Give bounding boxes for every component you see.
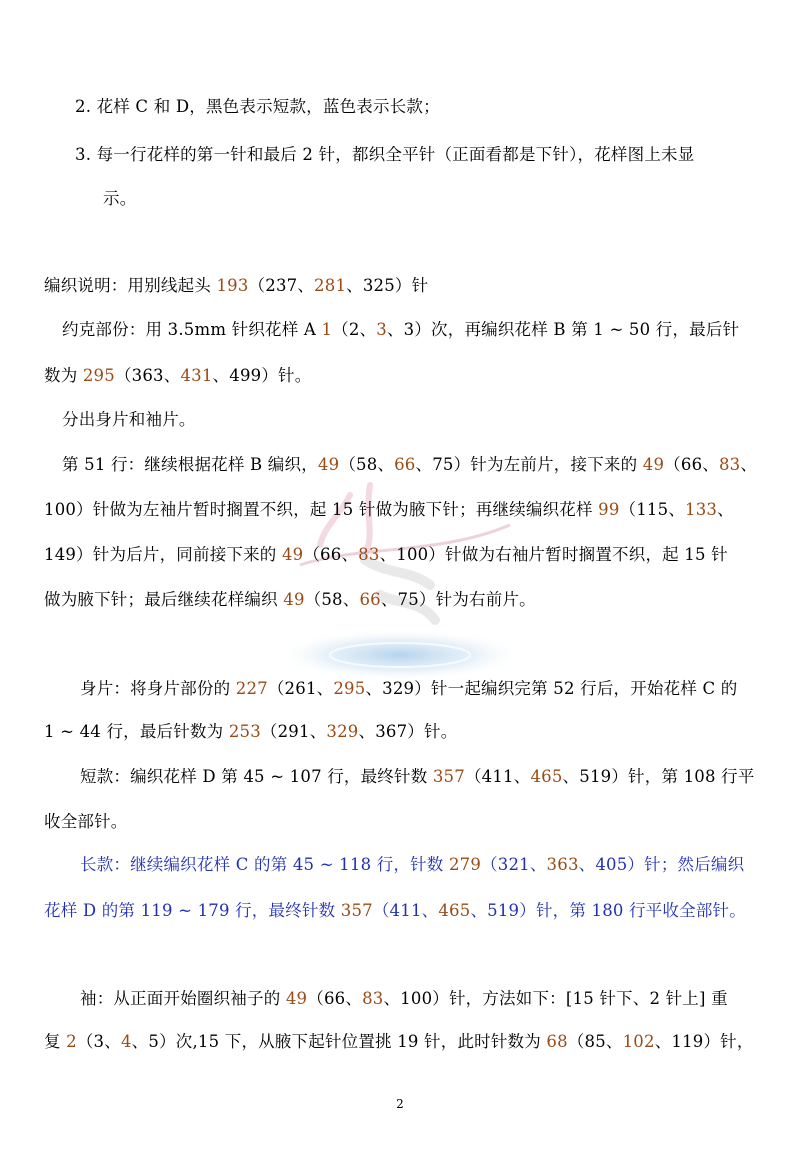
intro-label: 编织说明：用别线起头 [44, 276, 217, 295]
text-segment: （261、 [267, 679, 334, 698]
text-segment: 1 ~ 44 行，最后针数为 [44, 722, 229, 741]
text-segment: （66、 [303, 545, 359, 564]
stitch-count: 49 [285, 989, 308, 1008]
water-drop-watermark [270, 455, 530, 695]
text-segment: 、519）针，第 108 行平 [562, 767, 755, 786]
repeat-count: 1 [321, 320, 333, 339]
text-segment: 做为腋下针；最后继续花样编织 [44, 590, 284, 609]
row51-line2 [44, 498, 734, 522]
text-segment: 、75）针为左前片，接下来的 [415, 455, 643, 474]
stitch-count: 102 [622, 1032, 655, 1051]
split-line: 分出身片和袖片。 [62, 410, 196, 429]
stitch-count: 295 [82, 366, 115, 385]
stitch-count: 83 [362, 989, 384, 1008]
stitch-count: 99 [598, 500, 620, 519]
body-line2 [44, 720, 457, 744]
stitch-count: 431 [180, 366, 213, 385]
text-segment: （66、 [664, 455, 719, 474]
text-segment: 复 [44, 1032, 67, 1051]
note-item-3-line1: 3. 每一行花样的第一针和最后 2 针，都织全平针（正面看都是下针），花样图上未显 [75, 145, 695, 164]
short-line1 [80, 765, 755, 789]
text-segment: 袖：从正面开始圈织袖子的 [80, 989, 286, 1008]
stitch-count: 49 [283, 590, 305, 609]
repeat-count: 2 [66, 1032, 77, 1051]
long-line1 [80, 853, 744, 877]
text-segment: （321、 [481, 855, 547, 874]
text-segment: 、367）针。 [358, 722, 458, 741]
stitch-count: 133 [685, 500, 718, 519]
text-segment: 、5）次,15 下，从腋下起针位置挑 19 针，此时针数为 [131, 1032, 547, 1051]
text-segment: 、325）针 [346, 276, 429, 295]
stitch-count: 253 [228, 722, 261, 741]
text-segment: （66、 [307, 989, 363, 1008]
stitch-count: 279 [448, 855, 482, 874]
stitch-count: 281 [314, 276, 347, 295]
stitch-count: 49 [281, 545, 304, 564]
stitch-count: 357 [432, 767, 465, 786]
text-segment: 149）针为后片，同前接下来的 [44, 545, 282, 564]
text-segment: 、75）针为右前片。 [380, 590, 536, 609]
text-segment: 、329）针一起编织完第 52 行后，开始花样 C 的 [365, 679, 738, 698]
stitch-count: 227 [235, 679, 268, 698]
intro-line [44, 274, 428, 298]
text-segment: 花样 D 的第 119 ~ 179 行，最终针数 [44, 901, 341, 920]
sleeve-line1 [80, 987, 728, 1011]
stitch-count: 363 [546, 855, 579, 874]
repeat-count: 4 [120, 1032, 132, 1051]
text-segment: 长款：继续编织花样 C 的第 45 ~ 118 行，针数 [80, 855, 449, 874]
stitch-count: 83 [358, 545, 380, 564]
text-segment: （115、 [619, 500, 686, 519]
stitch-count: 83 [718, 455, 741, 474]
text-segment: 身片：将身片部份的 [80, 679, 236, 698]
text-segment: 、100）针做为右袖片暂时搁置不织，起 15 针 [379, 545, 728, 564]
text-segment: 100）针做为左袖片暂时搁置不织，起 15 针做为腋下针；再继续编织花样 [44, 500, 599, 519]
text-segment: （411、 [372, 901, 439, 920]
stitch-count: 465 [530, 767, 563, 786]
text-segment: （85、 [567, 1032, 623, 1051]
text-segment: 数为 [44, 366, 83, 385]
text-segment: （291、 [260, 722, 327, 741]
text-segment: 短款：编织花样 D 第 45 ~ 107 行，最终针数 [80, 767, 433, 786]
stitch-count: 357 [340, 901, 373, 920]
long-line2 [44, 899, 746, 923]
row51-line4 [44, 588, 536, 612]
text-segment: （2、 [332, 320, 377, 339]
text-segment: 第 51 行：继续根据花样 B 编织， [62, 455, 318, 474]
stitch-count: 68 [546, 1032, 568, 1051]
repeat-count: 3 [376, 320, 387, 339]
stitch-count: 329 [326, 722, 359, 741]
text-segment: 、 [740, 455, 758, 474]
text-segment: （237、 [248, 276, 315, 295]
text-segment: 、119）针， [654, 1032, 754, 1051]
row51-line1 [62, 453, 757, 477]
text-segment: 、3）次，再编织花样 B 第 1 ~ 50 行，最后针 [386, 320, 740, 339]
text-segment: 、100）针，方法如下：[15 针下、2 针上] 重 [383, 989, 728, 1008]
stitch-count: 49 [642, 455, 665, 474]
page-number: 2 [396, 1097, 404, 1111]
text-segment: 、499）针。 [212, 366, 312, 385]
text-segment: 、519）针，第 180 行平收全部针。 [470, 901, 746, 920]
text-segment: 、 [717, 500, 734, 519]
text-segment: （58、 [339, 455, 395, 474]
yoke-line2 [44, 364, 311, 388]
sleeve-line2 [44, 1030, 754, 1054]
stitch-count: 295 [333, 679, 366, 698]
short-line2: 收全部针。 [44, 812, 128, 831]
text-segment: （58、 [304, 590, 360, 609]
stitch-count: 49 [317, 455, 340, 474]
text-segment: （3、 [76, 1032, 121, 1051]
note-item-3-line2: 示。 [103, 189, 137, 208]
stitch-count: 465 [438, 901, 471, 920]
yoke-line1 [62, 318, 739, 342]
stitch-count: 66 [394, 455, 416, 474]
stitch-count: 66 [359, 590, 381, 609]
note-item-2: 2. 花样 C 和 D，黑色表示短款，蓝色表示长款； [75, 97, 440, 116]
body-line1 [80, 677, 737, 701]
stitch-count: 193 [216, 276, 249, 295]
text-segment: （411、 [464, 767, 531, 786]
text-segment: 、405）针；然后编织 [578, 855, 745, 874]
text-segment: 约克部份：用 3.5mm 针织花样 A [62, 320, 322, 339]
row51-line3 [44, 543, 728, 567]
text-segment: （363、 [114, 366, 181, 385]
